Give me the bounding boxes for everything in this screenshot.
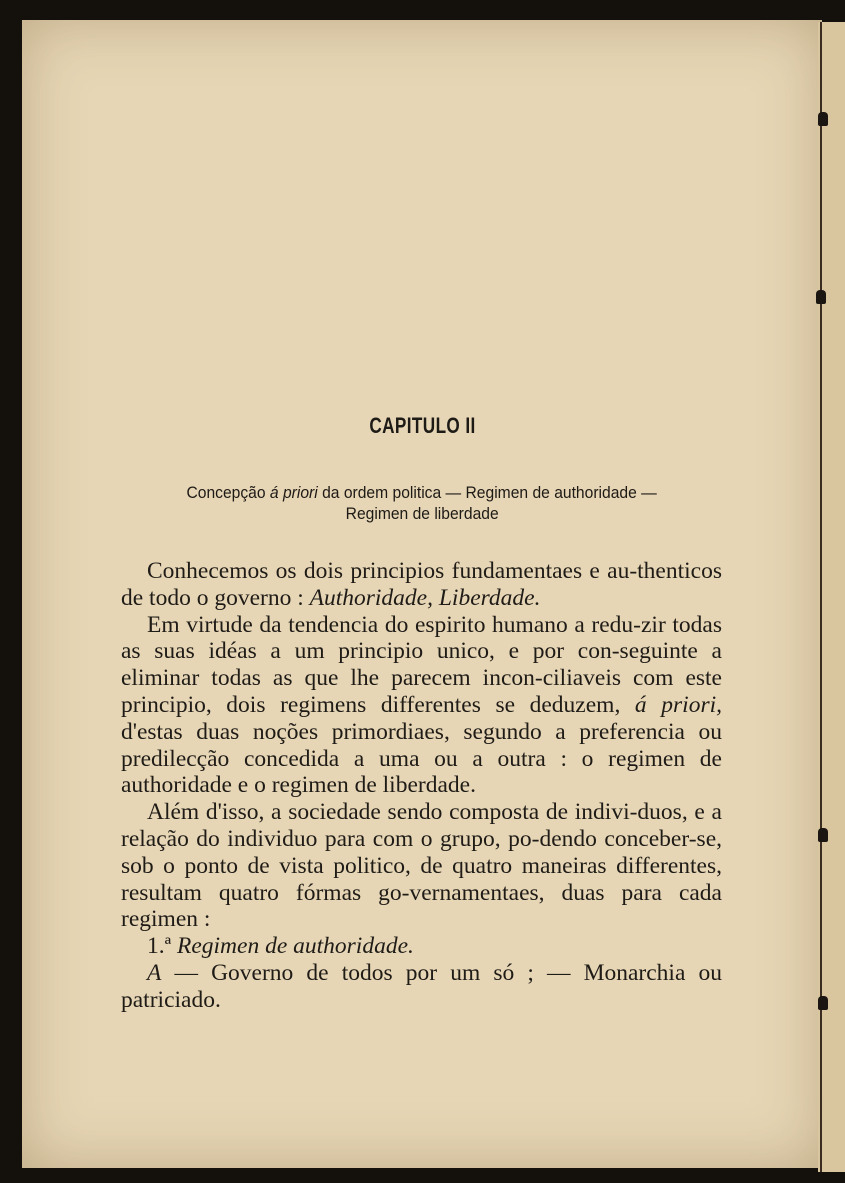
subtitle-italic: á priori [270,483,319,502]
paragraph-italic: Regimen de authoridade. [176,933,414,960]
chapter-heading: CAPITULO II [369,412,476,438]
subtitle-text: da ordem politica — Regimen de authoridade — [318,483,658,502]
body-text [121,558,722,1014]
chapter-subtitle [120,482,724,524]
paragraph-5 [121,960,722,1014]
subtitle-line-2: Regimen de liberdade [345,504,499,523]
paragraph-3: Além d'isso, a sociedade sendo composta de indivi-duos, e a relação do individuo para com o grupo, po-dendo conceber-se, sob o ponto de vista politico, de quatro maneiras differentes, resultam quatro fórmas go-vernamentaes, duas para cada regimen : [121,799,722,933]
subtitle-line-1 [187,482,657,503]
margin-mark [818,996,828,1010]
margin-mark [818,828,828,842]
subtitle-text: Concepção [186,483,271,502]
paragraph-text: Conhecemos os dois principios fundamentaes e au-thenticos de todo o governo : [121,558,722,611]
paragraph-4 [121,933,722,960]
paragraph-text: — Governo de todos por um só ; — Monarchia ou patriciado. [121,959,722,1013]
margin-mark [816,290,826,304]
paragraph-text: d'estas duas noções primordiaes, segundo a preferencia ou predilecção concedida a uma ou a outra : o regimen de authoridade e o regimen de liberdade. [121,718,722,799]
paragraph-italic: á priori, [634,691,722,718]
list-number: 1.ª [147,933,177,960]
margin-mark [818,112,828,126]
item-letter: A [147,959,162,986]
paragraph-text: Em virtude da tendencia do espirito humano a redu-zir todas as suas idéas a um principio unico, e por con-seguinte a eliminar todas as que lhe parecem incon-ciliaveis com este principio, dois regimens differentes se deduzem, [121,611,722,718]
paragraph-italic: Authoridade, Liberdade. [309,584,541,611]
paragraph-2 [121,612,722,800]
paragraph-1 [121,558,722,612]
